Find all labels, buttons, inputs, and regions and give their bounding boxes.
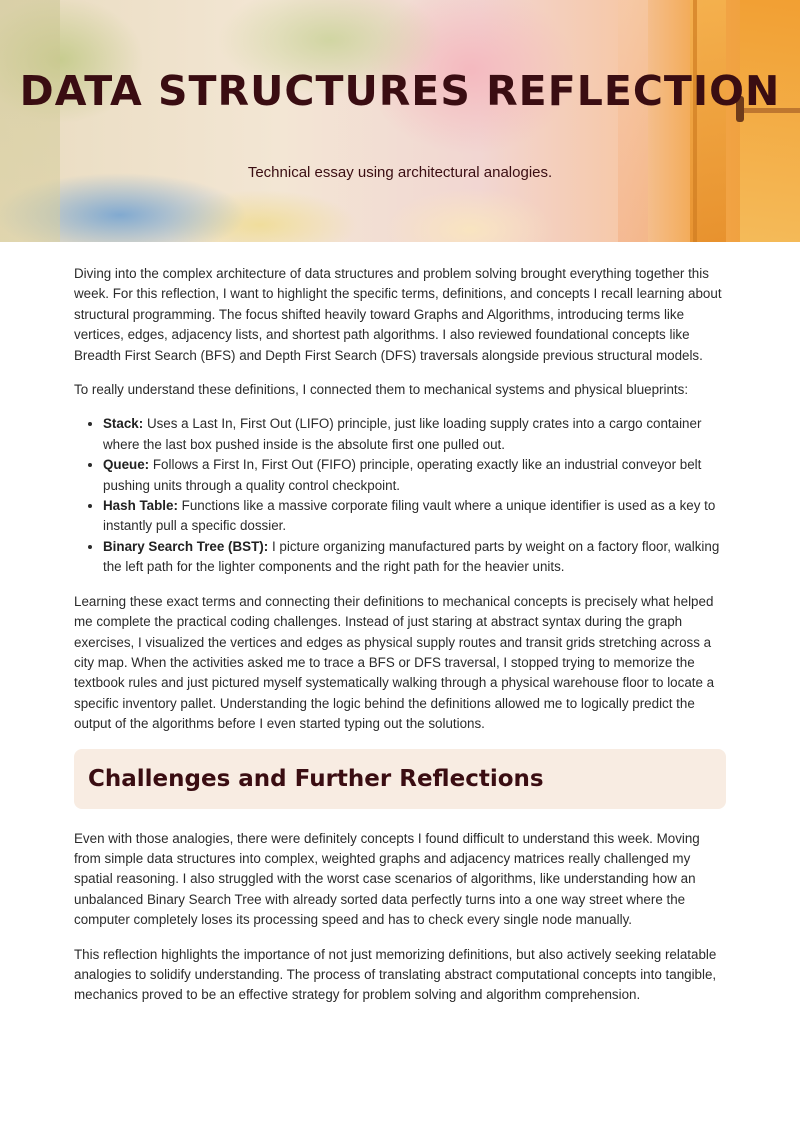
list-item-term: Hash Table: — [103, 498, 178, 514]
challenges-paragraph: Even with those analogies, there were definitely concepts I found difficult to understand this week. Moving from simple data structures into complex, weighted graphs and adjacency matrices really challenged my spatial reasoning. I also struggled with the worst case scenarios of algorithms, like understanding how an unbalanced Binary Search Tree with already sorted data perfectly turns into a one way street where the computer completely loses its processing speed and has to check every single node manually. — [74, 830, 700, 928]
hero-paint-stroke — [740, 0, 800, 242]
section-heading: Challenges and Further Reflections — [88, 765, 544, 792]
list-item-term: Queue: — [103, 457, 150, 473]
analogy-intro-paragraph: To really understand these definitions, I connected them to mechanical systems and physical blueprints: — [74, 382, 689, 398]
list-item-term: Stack: — [103, 416, 144, 432]
list-item — [103, 537, 726, 578]
list-item-text: I picture organizing manufactured parts by weight on a factory floor, walking the left path for the lighter components and the right path for the heavier units. — [103, 538, 720, 575]
essay-body — [0, 242, 800, 1006]
hero-paint-line — [693, 0, 697, 242]
section-header-box — [74, 749, 726, 809]
analogy-list — [74, 414, 726, 577]
list-item — [103, 455, 726, 496]
list-item-text: Functions like a massive corporate filing vault where a unique identifier is used as a key to instantly pull a specific dossier. — [103, 498, 716, 534]
list-item-text: Follows a First In, First Out (FIFO) principle, operating exactly like an industrial conveyor belt pushing units through a quality control checkpoint. — [103, 457, 702, 493]
list-item — [103, 496, 726, 537]
page-subtitle: Technical essay using architectural analogies. — [247, 164, 553, 181]
intro-paragraph: Diving into the complex architecture of data structures and problem solving brought everything together this week. For this reflection, I want to highlight the specific terms, definitions, and concepts I recall learning about structural programming. The focus shifted heavily toward Graphs and Algorithms, introducing terms like vertices, edges, adjacency lists, and shortest path algorithms. I also reviewed foundational concepts like Breadth First Search (BFS) and Depth First Search (DFS) traversals alongside previous structural models. — [74, 266, 722, 363]
page-title: DATA STRUCTURES REFLECTION — [19, 67, 781, 115]
hero-banner — [0, 0, 800, 242]
list-item-text: Uses a Last In, First Out (LIFO) principle, just like loading supply crates into a cargo container where the last box pushed inside is the absolute first one pulled out. — [103, 416, 702, 452]
hero-paint-stroke — [618, 0, 648, 242]
list-item — [103, 414, 726, 455]
hero-paint-stroke — [0, 0, 60, 242]
learning-paragraph: Learning these exact terms and connecting their definitions to mechanical concepts is precisely what helped me complete the practical coding challenges. Instead of just staring at abstract syntax during the graph exercises, I visualized the vertices and edges as physical supply routes and transit grids stretching across a city map. When the activities asked me to trace a BFS or DFS traversal, I stopped trying to memorize the textbook rules and just pictured myself systematically walking through a physical warehouse floor to locate a specific inventory pallet. Understanding the logic behind the definitions allowed me to logically predict the output of the algorithms before I even started typing out the solutions. — [74, 593, 715, 732]
conclusion-paragraph: This reflection highlights the importance of not just memorizing definitions, but also actively seeking relatable analogies to solidify understanding. The process of translating abstract computational concepts into tangible, mechanics proved to be an effective strategy for problem solving and algorithm comprehension. — [74, 946, 717, 1003]
list-item-term: Binary Search Tree (BST): — [103, 538, 269, 554]
